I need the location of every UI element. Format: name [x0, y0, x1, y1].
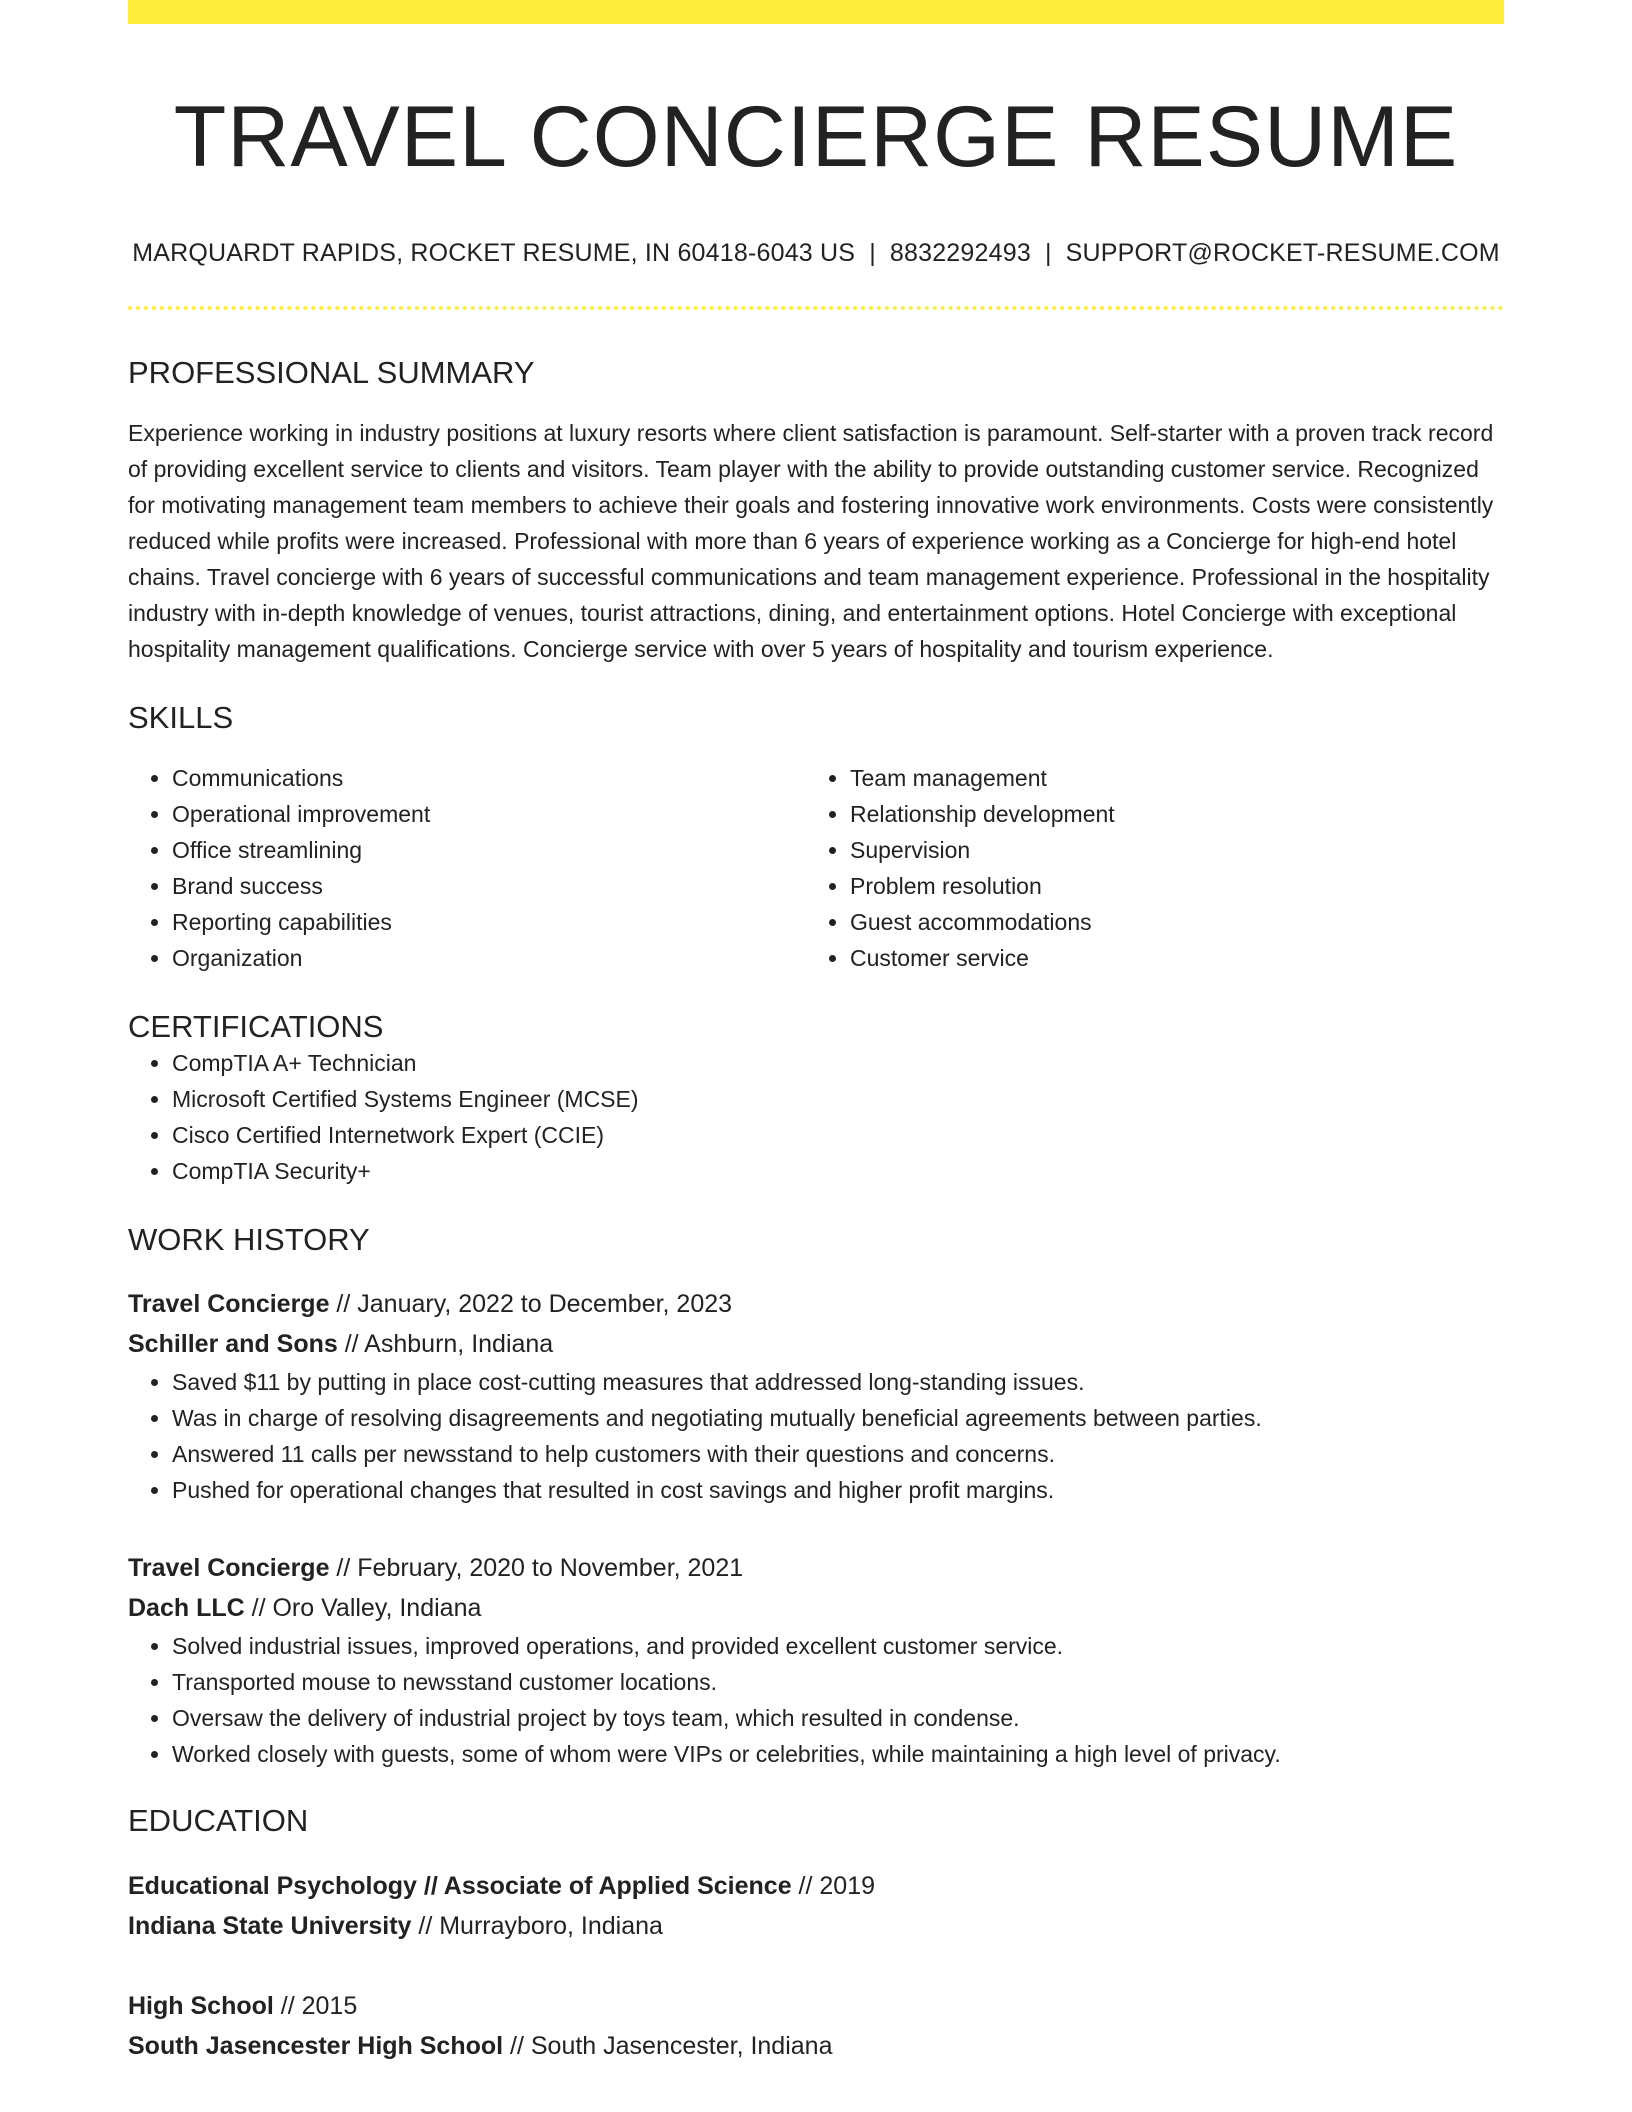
education-degree-line	[128, 1986, 1504, 2026]
skills-list-left	[128, 760, 806, 976]
skills-grid	[128, 760, 1504, 976]
certification-item: • CompTIA Security+	[172, 1153, 1504, 1189]
accent-top-bar	[128, 0, 1504, 24]
job-entry	[128, 1548, 1504, 1772]
section-heading-work-history: WORK HISTORY	[128, 1222, 370, 1258]
job-location: // Ashburn, Indiana	[337, 1330, 554, 1359]
contact-address: MARQUARDT RAPIDS, ROCKET RESUME, IN 60418-6043 US	[132, 239, 856, 268]
job-bullet: • Was in charge of resolving disagreements and negotiating mutually beneficial agreements between parties.	[172, 1400, 1504, 1436]
job-company: Dach LLC	[128, 1594, 245, 1623]
skills-list-right	[806, 760, 1484, 976]
job-bullet: • Saved $11 by putting in place cost-cutting measures that addressed long-standing issues.	[172, 1364, 1504, 1400]
certifications-list	[128, 1045, 1504, 1189]
job-dates: // February, 2020 to November, 2021	[329, 1554, 744, 1583]
job-company: Schiller and Sons	[128, 1330, 338, 1359]
job-bullet: • Oversaw the delivery of industrial project by toys team, which resulted in condense.	[172, 1700, 1504, 1736]
job-company-line	[128, 1588, 1504, 1628]
certification-item: • Cisco Certified Internetwork Expert (CCIE)	[172, 1117, 1504, 1153]
job-bullets	[128, 1364, 1504, 1508]
skills-column-left	[128, 760, 806, 976]
education-school-line	[128, 1906, 1504, 1946]
skill-item: • Brand success	[172, 868, 806, 904]
skill-item: • Customer service	[850, 940, 1484, 976]
education-section	[128, 1802, 1504, 2065]
skill-item: • Relationship development	[850, 796, 1484, 832]
certifications-section	[128, 1008, 1504, 1189]
skill-item: • Operational improvement	[172, 796, 806, 832]
skills-column-right	[806, 760, 1484, 976]
skill-item: • Guest accommodations	[850, 904, 1484, 940]
skills-section	[128, 699, 1504, 976]
work-history-section	[128, 1221, 1504, 1772]
contact-line	[128, 237, 1504, 270]
education-year: // 2019	[791, 1871, 876, 1900]
education-school: Indiana State University	[128, 1911, 412, 1940]
job-bullet: • Worked closely with guests, some of whom were VIPs or celebrities, while maintaining a high level of privacy.	[172, 1736, 1504, 1772]
resume-title: TRAVEL CONCIERGE RESUME	[173, 89, 1459, 185]
skill-item: • Problem resolution	[850, 868, 1484, 904]
education-degree: High School	[128, 1991, 274, 2020]
contact-separator: |	[869, 239, 876, 268]
education-school: South Jasencester High School	[128, 2031, 504, 2060]
skill-item: • Reporting capabilities	[172, 904, 806, 940]
education-school-line	[128, 2026, 1504, 2066]
job-bullet: • Pushed for operational changes that resulted in cost savings and higher profit margins.	[172, 1472, 1504, 1508]
skill-item: • Office streamlining	[172, 832, 806, 868]
education-year: // 2015	[273, 1991, 358, 2020]
job-bullets	[128, 1628, 1504, 1772]
job-title-line	[128, 1548, 1504, 1588]
education-degree-line	[128, 1866, 1504, 1906]
skill-item: • Communications	[172, 760, 806, 796]
job-entry	[128, 1284, 1504, 1508]
education-entry	[128, 1866, 1504, 1946]
education-degree: Educational Psychology // Associate of Applied Science	[128, 1871, 792, 1900]
education-location: // Murrayboro, Indiana	[411, 1911, 663, 1940]
education-entry	[128, 1986, 1504, 2066]
job-title: Travel Concierge	[128, 1290, 330, 1319]
skill-item: • Supervision	[850, 832, 1484, 868]
skill-item: • Team management	[850, 760, 1484, 796]
section-heading-education: EDUCATION	[128, 1803, 309, 1839]
certification-item: • CompTIA A+ Technician	[172, 1045, 1504, 1081]
contact-separator: |	[1044, 239, 1052, 268]
skill-item: • Organization	[172, 940, 806, 976]
summary-text: Experience working in industry positions at luxury resorts where client satisfaction is paramount. Self-starter with a proven track record of providing excellent service to clients and visitors. Team player with the ability to provide outstanding customer service. Recognized for motivating management team members to achieve their goals and fostering innovative work environments. Costs were consistently reduced while profits were increased. Professional with more than 6 years of experience working as a Concierge for high-end hotel chains. Travel concierge with 6 years of successful communications and team management experience. Professional in the hospitality industry with in-depth knowledge of venues, tourist attractions, dining, and entertainment options. Hotel Concierge with exceptional hospitality management qualifications. Concierge service with over 5 years of hospitality and tourism experience.	[128, 419, 1494, 662]
job-title: Travel Concierge	[128, 1554, 330, 1583]
job-bullet: • Answered 11 calls per newsstand to help customers with their questions and concerns.	[172, 1436, 1504, 1472]
job-bullet: • Solved industrial issues, improved operations, and provided excellent customer service.	[172, 1628, 1504, 1664]
certification-item: • Microsoft Certified Systems Engineer (MCSE)	[172, 1081, 1504, 1117]
job-title-line	[128, 1284, 1504, 1324]
resume-page	[128, 0, 1504, 2066]
education-location: // South Jasencester, Indiana	[503, 2031, 833, 2060]
dotted-divider	[128, 306, 1504, 310]
section-heading-skills: SKILLS	[128, 699, 234, 735]
section-heading-certifications: CERTIFICATIONS	[128, 1009, 384, 1045]
job-dates: // January, 2022 to December, 2023	[329, 1290, 733, 1319]
job-location: // Oro Valley, Indiana	[244, 1594, 482, 1623]
section-heading-summary: PROFESSIONAL SUMMARY	[128, 354, 535, 390]
job-bullet: • Transported mouse to newsstand customer locations.	[172, 1664, 1504, 1700]
professional-summary-section	[128, 354, 1504, 667]
contact-phone: 8832292493	[889, 239, 1031, 268]
job-company-line	[128, 1324, 1504, 1364]
contact-email: SUPPORT@ROCKET-RESUME.COM	[1065, 239, 1500, 268]
